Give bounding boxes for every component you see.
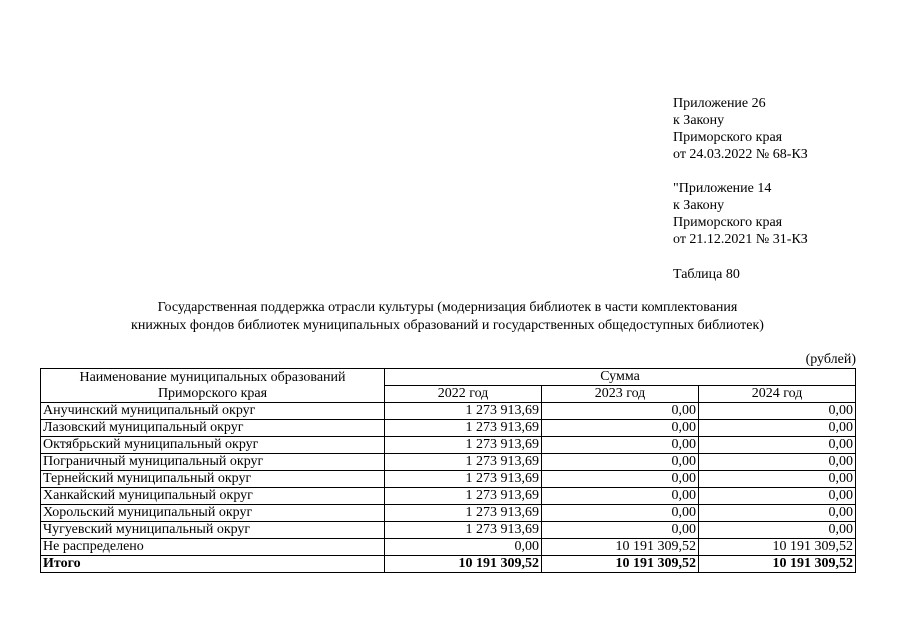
row-value-2023: 0,00	[542, 454, 699, 471]
row-value-2022: 1 273 913,69	[385, 403, 542, 420]
row-name: Октябрьский муниципальный округ	[41, 437, 385, 454]
row-value-2023: 0,00	[542, 522, 699, 539]
total-label: Итого	[41, 556, 385, 573]
table-row	[41, 522, 856, 539]
row-value-2022: 1 273 913,69	[385, 505, 542, 522]
row-name: Пограничный муниципальный округ	[41, 454, 385, 471]
row-value-2024: 0,00	[699, 522, 856, 539]
row-value-2023: 0,00	[542, 403, 699, 420]
row-value-2022: 1 273 913,69	[385, 420, 542, 437]
row-value-2024: 0,00	[699, 420, 856, 437]
column-header-name	[41, 369, 385, 403]
row-value-2023: 0,00	[542, 505, 699, 522]
table-row	[41, 488, 856, 505]
appendix-current-line: Приморского края	[673, 130, 783, 145]
row-name: Чугуевский муниципальный округ	[41, 522, 385, 539]
row-name: Ханкайский муниципальный округ	[41, 488, 385, 505]
row-value-2024: 0,00	[699, 488, 856, 505]
row-value-2022: 1 273 913,69	[385, 488, 542, 505]
table-row	[41, 471, 856, 488]
appendix-original-block	[673, 180, 808, 248]
row-value-2024: 0,00	[699, 437, 856, 454]
table-row	[41, 505, 856, 522]
total-value-2023: 10 191 309,52	[542, 556, 699, 573]
document-title-line: книжных фондов библиотек муниципальных образований и государственных общедоступных библиотек)	[131, 318, 764, 333]
row-name: Тернейский муниципальный округ	[41, 471, 385, 488]
column-header-2022: 2022 год	[385, 386, 542, 403]
table-header-row	[41, 369, 856, 386]
document-title-line: Государственная поддержка отрасли культуры (модернизация библиотек в части комплектования	[157, 300, 738, 315]
units-label: (рублей)	[805, 352, 856, 367]
table-row	[41, 420, 856, 437]
document-title	[40, 299, 855, 335]
row-name: Анучинский муниципальный округ	[41, 403, 385, 420]
row-value-2022: 1 273 913,69	[385, 454, 542, 471]
table-row	[41, 403, 856, 420]
row-value-2024: 0,00	[699, 505, 856, 522]
table-row	[41, 437, 856, 454]
row-value-2022: 1 273 913,69	[385, 522, 542, 539]
row-name: Не распределено	[41, 539, 385, 556]
column-header-2024: 2024 год	[699, 386, 856, 403]
row-value-2023: 0,00	[542, 420, 699, 437]
column-header-sum: Сумма	[385, 369, 856, 386]
row-name: Хорольский муниципальный округ	[41, 505, 385, 522]
table-number-label: Таблица 80	[673, 267, 740, 282]
appendix-original-line: от 21.12.2021 № 31-КЗ	[673, 232, 808, 247]
appendix-current-line: от 24.03.2022 № 68-КЗ	[673, 147, 808, 162]
table-row	[41, 454, 856, 471]
row-name: Лазовский муниципальный округ	[41, 420, 385, 437]
row-value-2024: 0,00	[699, 454, 856, 471]
appendix-current-line: к Закону	[673, 113, 725, 128]
appendix-original-line: к Закону	[673, 198, 725, 213]
appendix-original-line: "Приложение 14	[673, 181, 772, 196]
row-value-2023: 0,00	[542, 471, 699, 488]
row-value-2024: 0,00	[699, 403, 856, 420]
row-value-2022: 1 273 913,69	[385, 471, 542, 488]
column-header-name-line: Приморского края	[157, 385, 268, 401]
row-value-2023: 0,00	[542, 437, 699, 454]
appendix-current-block	[673, 95, 808, 163]
row-value-2024: 10 191 309,52	[699, 539, 856, 556]
column-header-name-line: Наименование муниципальных образований	[79, 369, 346, 385]
column-header-2023: 2023 год	[542, 386, 699, 403]
row-value-2023: 0,00	[542, 488, 699, 505]
appendix-current-line: Приложение 26	[673, 96, 766, 111]
table-row	[41, 539, 856, 556]
total-value-2024: 10 191 309,52	[699, 556, 856, 573]
row-value-2022: 1 273 913,69	[385, 437, 542, 454]
funding-table	[40, 368, 856, 573]
appendix-original-line: Приморского края	[673, 215, 783, 230]
table-total-row	[41, 556, 856, 573]
row-value-2022: 0,00	[385, 539, 542, 556]
row-value-2024: 0,00	[699, 471, 856, 488]
row-value-2023: 10 191 309,52	[542, 539, 699, 556]
total-value-2022: 10 191 309,52	[385, 556, 542, 573]
